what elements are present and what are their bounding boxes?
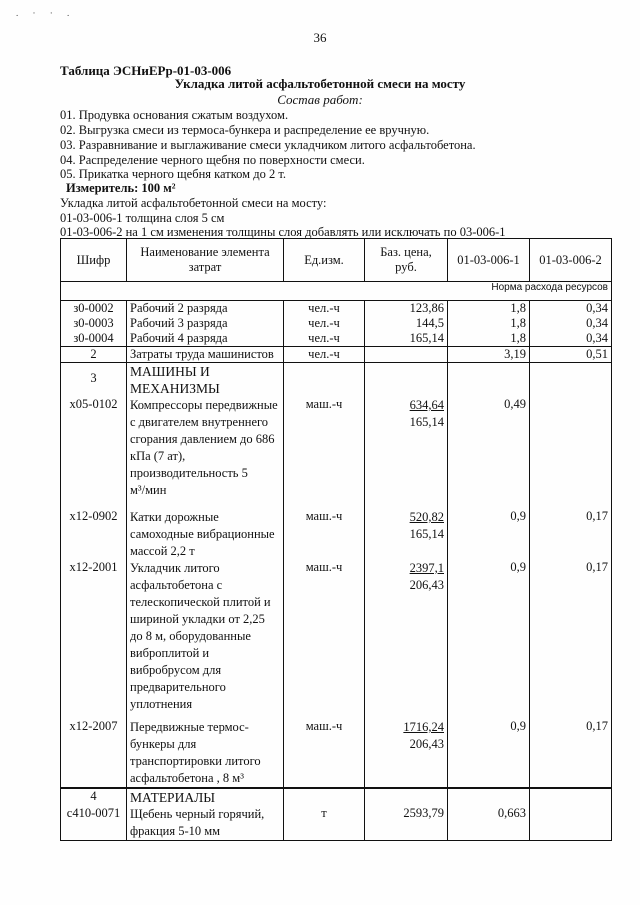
row-name: Рабочий 4 разряда (127, 331, 284, 347)
work-item: 01. Продувка основания сжатым воздухом. (60, 108, 289, 122)
row-name-line: с двигателем внутреннего (130, 415, 269, 429)
norma-row (61, 282, 612, 301)
row-code: х12-2007 (61, 719, 127, 788)
table-row (61, 560, 612, 719)
machinist-row (61, 347, 612, 363)
header-col2: 01-03-006-2 (530, 239, 612, 282)
row-value-2: 0,34 (530, 301, 612, 317)
row-name-line: самоходные вибрационные (130, 527, 275, 541)
row-code: з0-0004 (61, 331, 127, 347)
row-price-secondary: 165,14 (409, 415, 444, 429)
row-price-main: 2397,1 (409, 561, 444, 575)
header-row (61, 239, 612, 282)
row-value-2: 0,34 (530, 331, 612, 347)
table-row (61, 397, 612, 509)
row-name-line: асфальтобетона , 8 м³ (130, 771, 244, 785)
work-item: 04. Распределение черного щебня по поверхности смеси. (60, 153, 365, 167)
row-name-line: предварительного (130, 680, 226, 694)
row-name-line: шириной укладки от 2,25 (130, 612, 265, 626)
row-price-secondary: 206,43 (409, 737, 444, 751)
row-name-line: Щебень черный горячий, (130, 807, 265, 821)
row-name (127, 509, 284, 560)
row-name-line: уплотнения (130, 697, 193, 711)
row-unit: чел.-ч (284, 347, 365, 363)
resources-table (60, 238, 612, 841)
row-price-secondary: 165,14 (409, 527, 444, 541)
row-unit: маш.-ч (284, 719, 365, 788)
row-price-secondary: 206,43 (409, 578, 444, 592)
header-col1: 01-03-006-1 (448, 239, 530, 282)
row-name (127, 397, 284, 509)
row-name-line: телескопической плитой и (130, 595, 271, 609)
row-name-line: сгорания давлением до 686 (130, 432, 275, 446)
row-code: х12-2001 (61, 560, 127, 719)
row-name-line: транспортировки литого (130, 754, 261, 768)
row-value-2: 0,51 (530, 347, 612, 363)
row-name (127, 560, 284, 719)
row-name-line: кПа (7 ат), (130, 449, 186, 463)
row-unit: маш.-ч (284, 397, 365, 509)
section-number: 3 (61, 363, 127, 398)
row-price: 144,5 (365, 316, 448, 331)
row-value-2: 0,17 (530, 509, 612, 560)
row-unit: чел.-ч (284, 316, 365, 331)
row-value-2: 0,17 (530, 719, 612, 788)
work-item: 05. Прикатка черного щебня катком до 2 т. (60, 167, 286, 181)
row-name: Рабочий 3 разряда (127, 316, 284, 331)
description-line: Укладка литой асфальтобетонной смеси на мосту: (60, 196, 327, 210)
row-price: 123,86 (365, 301, 448, 317)
row-unit: чел.-ч (284, 301, 365, 317)
row-price (365, 509, 448, 560)
row-value-1: 0,663 (448, 806, 530, 841)
row-name-line: до 8 м, оборудованные (130, 629, 251, 643)
row-unit: т (284, 806, 365, 841)
section-title: МАТЕРИАЛЫ (127, 788, 284, 806)
row-price-main: 634,64 (409, 398, 444, 412)
row-name (127, 719, 284, 788)
table-title: Укладка литой асфальтобетонной смеси на мосту (174, 76, 466, 91)
row-code: з0-0002 (61, 301, 127, 317)
table-row (61, 316, 612, 331)
row-value-1: 0,49 (448, 397, 530, 509)
row-price: 165,14 (365, 331, 448, 347)
header-name: Наименование элемента затрат (127, 239, 284, 282)
table-row (61, 331, 612, 347)
row-code: с410-0071 (61, 806, 127, 841)
table-row (61, 806, 612, 841)
row-unit: чел.-ч (284, 331, 365, 347)
row-code: 2 (61, 347, 127, 363)
header-price: Баз. цена, руб. (365, 239, 448, 282)
row-name-line: вибробрусом для (130, 663, 222, 677)
header-code: Шифр (61, 239, 127, 282)
row-value-2: 0,34 (530, 316, 612, 331)
row-name: Затраты труда машинистов (127, 347, 284, 363)
row-value-1: 1,8 (448, 331, 530, 347)
row-unit: маш.-ч (284, 509, 365, 560)
row-value-1: 0,9 (448, 509, 530, 560)
row-name (127, 806, 284, 841)
row-name: Рабочий 2 разряда (127, 301, 284, 317)
row-name-line: массой 2,2 т (130, 544, 195, 558)
row-name-line: Компрессоры передвижные (130, 398, 278, 412)
row-price (365, 719, 448, 788)
row-value-2: 0,17 (530, 560, 612, 719)
row-price (365, 347, 448, 363)
row-name-line: производительность 5 (130, 466, 248, 480)
row-name-line: бункеры для (130, 737, 197, 751)
row-price: 2593,79 (365, 806, 448, 841)
row-name-line: Катки дорожные (130, 510, 219, 524)
row-name-line: Укладчик литого (130, 561, 220, 575)
section-row-machines (61, 363, 612, 398)
description-line: 01-03-006-1 толщина слоя 5 см (60, 211, 225, 225)
work-item: 03. Разравнивание и выглаживание смеси укладчиком литого асфальтобетона. (60, 138, 476, 152)
row-value-1: 1,8 (448, 316, 530, 331)
row-code: х05-0102 (61, 397, 127, 509)
page-number: 36 (313, 30, 327, 45)
row-value-1: 0,9 (448, 719, 530, 788)
table-row (61, 509, 612, 560)
corner-marks: . · · . (16, 8, 76, 18)
measure-label: Измеритель: 100 м² (66, 181, 176, 195)
row-name-line: фракция 5-10 мм (130, 824, 221, 838)
section-number: 4 (61, 788, 127, 806)
section-row-materials (61, 788, 612, 806)
row-code: х12-0902 (61, 509, 127, 560)
row-name-line: Передвижные термос- (130, 720, 249, 734)
table-row (61, 301, 612, 317)
header-unit: Ед.изм. (284, 239, 365, 282)
table-code: Таблица ЭСНиЕРр-01-03-006 (60, 63, 232, 78)
table-row (61, 719, 612, 788)
row-value-1: 0,9 (448, 560, 530, 719)
work-item: 02. Выгрузка смеси из термоса-бункера и распределение ее вручную. (60, 123, 430, 137)
row-name-line: асфальтобетона с (130, 578, 223, 592)
row-value-2 (530, 397, 612, 509)
norma-label: Норма расхода ресурсов (61, 282, 612, 301)
row-code: з0-0003 (61, 316, 127, 331)
row-name-line: м³/мин (130, 483, 167, 497)
row-price-main: 1716,24 (403, 720, 444, 734)
row-price (365, 397, 448, 509)
section-title: МАШИНЫ И МЕХАНИЗМЫ (127, 363, 284, 398)
description-line: 01-03-006-2 на 1 см изменения толщины слоя добавлять или исключать по 03-006-1 (60, 225, 506, 239)
row-price (365, 560, 448, 719)
row-price-main: 520,82 (409, 510, 444, 524)
work-heading: Состав работ: (277, 92, 363, 107)
row-unit: маш.-ч (284, 560, 365, 719)
row-value-2 (530, 806, 612, 841)
row-name-line: виброплитой и (130, 646, 210, 660)
row-value-1: 1,8 (448, 301, 530, 317)
row-value-1: 3,19 (448, 347, 530, 363)
